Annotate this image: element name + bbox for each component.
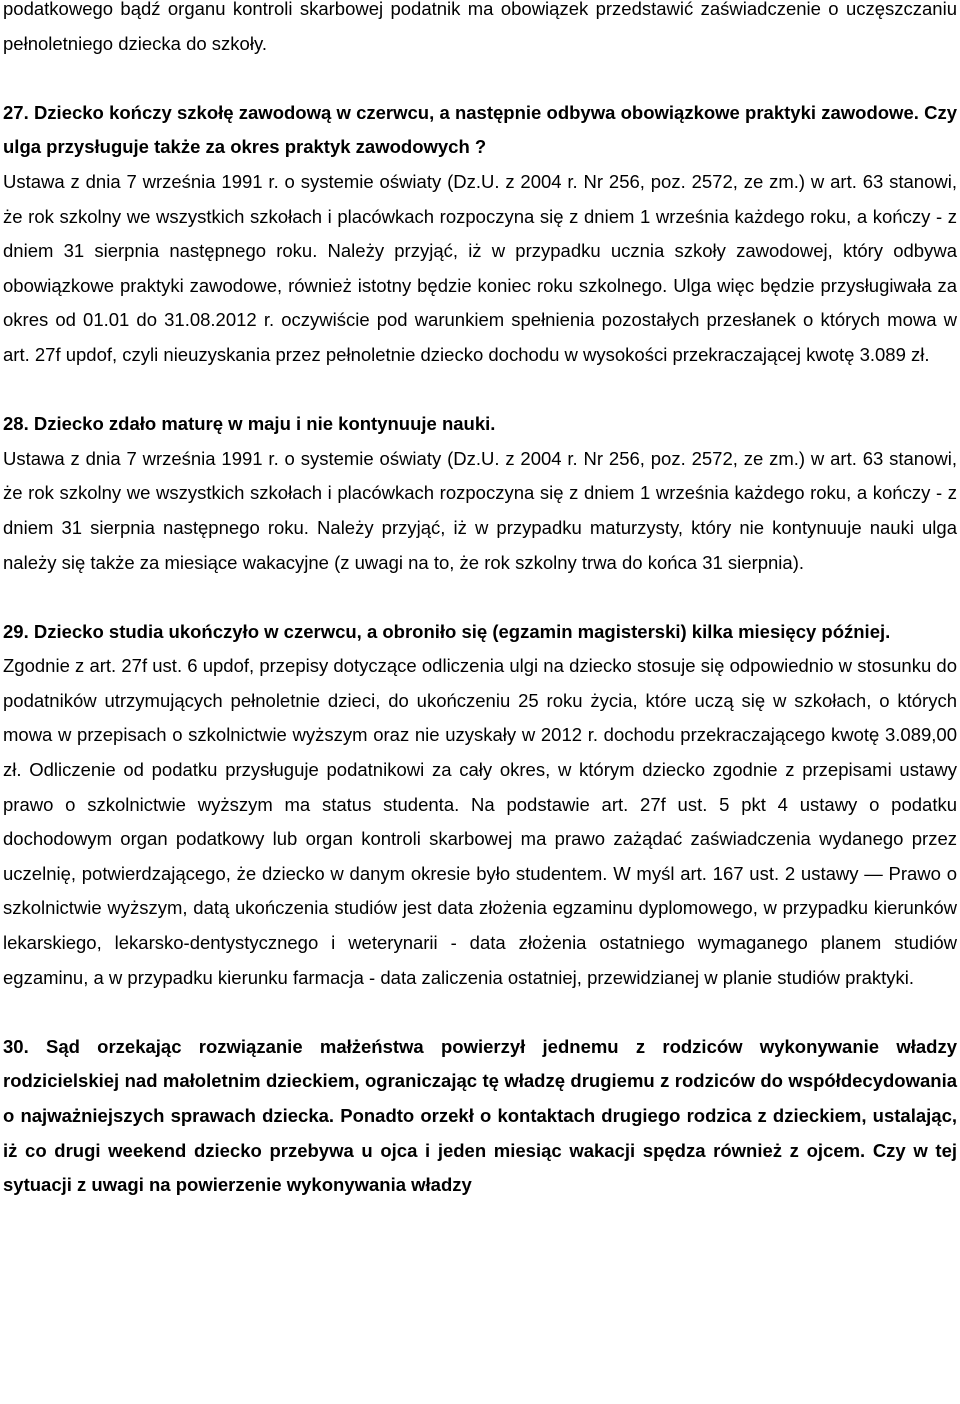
faq-item-28 (3, 407, 957, 580)
answer-28: Ustawa z dnia 7 września 1991 r. o systemie oświaty (Dz.U. z 2004 r. Nr 256, poz. 2572, ze zm.) w art. 63 stanowi, że rok szkolny we wszystkich szkołach i placówkach rozpoczyna się z dniem 1 września każdego roku, a kończy - z dniem 31 sierpnia następnego roku. Należy przyjąć, iż w przypadku maturzysty, który nie kontynuuje nauki ulga należy się także za miesiące wakacyjne (z uwagi na to, że rok szkolny trwa do końca 31 sierpnia). (3, 447, 957, 573)
question-number: 28. (3, 413, 29, 435)
question-text: Dziecko kończy szkołę zawodową w czerwcu, a następnie odbywa obowiązkowe praktyki zawodowe. Czy ulga przysługuje także za okres praktyk zawodowych ? (3, 101, 957, 158)
question-28 (3, 407, 957, 442)
faq-item-29 (3, 615, 957, 996)
question-text: Dziecko studia ukończyło w czerwcu, a obroniło się (egzamin magisterski) kilka miesięcy później. (33, 620, 891, 642)
question-number: 30. (3, 1035, 29, 1057)
question-number: 29. (3, 620, 29, 642)
question-30 (3, 1030, 957, 1203)
question-29 (3, 615, 957, 650)
faq-item-30 (3, 1030, 957, 1203)
answer-27: Ustawa z dnia 7 września 1991 r. o systemie oświaty (Dz.U. z 2004 r. Nr 256, poz. 2572, ze zm.) w art. 63 stanowi, że rok szkolny we wszystkich szkołach i placówkach rozpoczyna się z dniem 1 września każdego roku, a kończy - z dniem 31 sierpnia następnego roku. Należy przyjąć, iż w przypadku ucznia szkoły zawodowej, który odbywa obowiązkowe praktyki zawodowe, również istotny będzie koniec roku szkolnego. Ulga więc będzie przysługiwała za okres od 01.01 do 31.08.2012 r. oczywiście pod warunkiem spełnienia pozostałych przesłanek o których mowa w art. 27f updof, czyli nieuzyskania przez pełnoletnie dziecko dochodu w wysokości przekraczającej kwotę 3.089 zł. (3, 170, 957, 365)
paragraph-gap (3, 61, 957, 96)
paragraph-gap (3, 995, 957, 1030)
paragraph-gap (3, 373, 957, 408)
faq-item-27 (3, 96, 957, 373)
paragraph-gap (3, 580, 957, 615)
question-number: 27. (3, 101, 29, 123)
question-text: Sąd orzekając rozwiązanie małżeństwa powierzył jednemu z rodziców wykonywanie władzy rodzicielskiej nad małoletnim dzieckiem, ograniczając tę władzę drugiemu z rodziców do współdecydowania o najważniejszych sprawach dziecka. Ponadto orzekł o kontaktach drugiego rodzica z dzieckiem, ustalając, iż co drugi weekend dziecko przebywa u ojca i jeden miesiąc wakacji spędza również z ojcem. Czy w tej sytuacji z uwagi na powierzenie wykonywania władzy (3, 1035, 957, 1196)
question-27 (3, 96, 957, 165)
question-text: Dziecko zdało maturę w maju i nie kontynuuje nauki. (33, 413, 496, 435)
answer-29: Zgodnie z art. 27f ust. 6 updof, przepisy dotyczące odliczenia ulgi na dziecko stosuje się odpowiednio w stosunku do podatników utrzymujących pełnoletnie dzieci, do ukończeniu 25 roku życia, które uczą się w szkołach, o których mowa w przepisach o szkolnictwie wyższym oraz nie uzyskały w 2012 r. dochodu przekraczającego kwotę 3.089,00 zł. Odliczenie od podatku przysługuje podatnikowi za cały okres, w którym dziecko zgodnie z przepisami ustawy prawo o szkolnictwie wyższym ma status studenta. Na podstawie art. 27f ust. 5 pkt 4 ustawy o podatku dochodowym organ podatkowy lub organ kontroli skarbowej ma prawo zażądać zaświadczenia wydanego przez uczelnię, potwierdzającego, że dziecko w danym okresie było studentem. W myśl art. 167 ust. 2 ustawy ― Prawo o szkolnictwie wyższym, datą ukończenia studiów jest data złożenia egzaminu dyplomowego, w przypadku kierunków lekarskiego, lekarsko-dentystycznego i weterynarii - data złożenia ostatniego wymaganego planem studiów egzaminu, a w przypadku kierunku farmacja - data zaliczenia ostatniej, przewidzianej w planie studiów praktyki. (3, 655, 957, 988)
intro-paragraph: podatkowego bądź organu kontroli skarbowej podatnik ma obowiązek przedstawić zaświadczenie o uczęszczaniu pełnoletniego dziecka do szkoły. (3, 0, 957, 54)
